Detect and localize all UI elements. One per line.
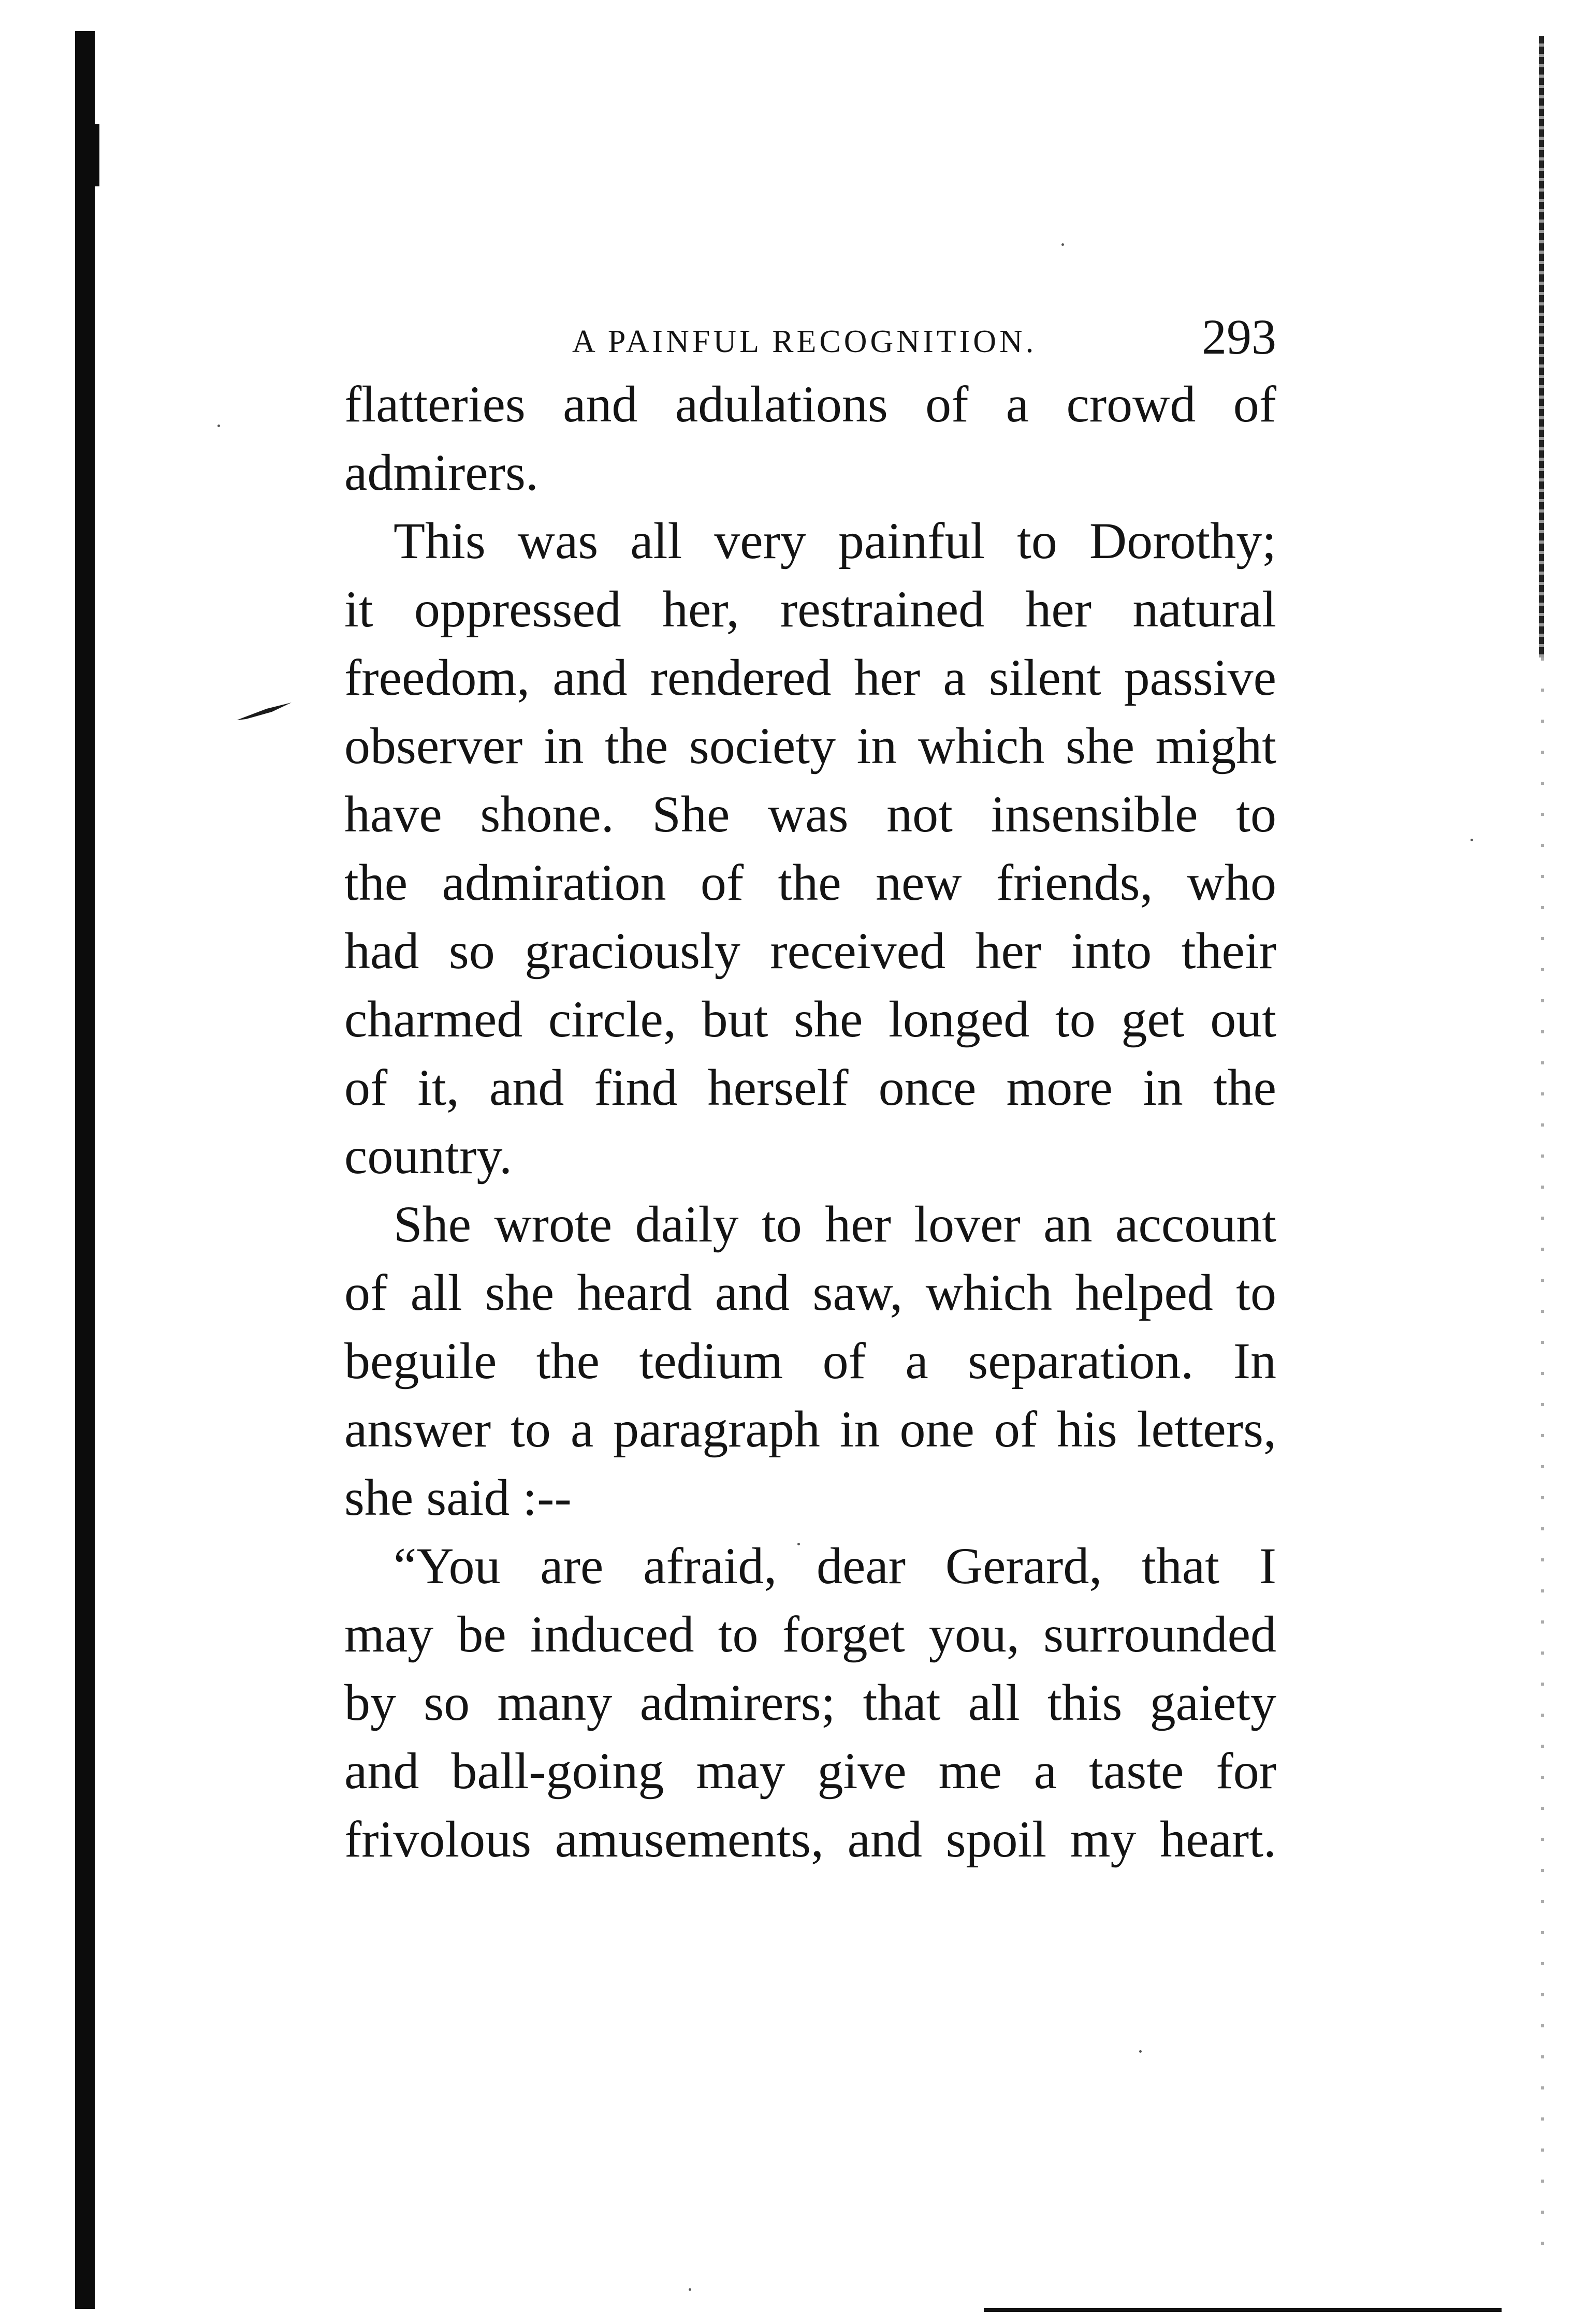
scan-left-binding-notch — [92, 124, 99, 186]
running-head — [344, 303, 1276, 370]
text-line: freedom, and rendered her a silent passive — [344, 649, 1276, 706]
scan-right-page-edge-lower — [1541, 657, 1544, 2262]
speck-6 — [1061, 243, 1064, 246]
text-line: of all she heard and saw, which helped to — [344, 1264, 1276, 1321]
scan-bottom-rule — [984, 2308, 1502, 2312]
text-line: She wrote daily to her lover an account — [394, 1195, 1276, 1253]
text-line: may be induced to forget you, surrounded — [344, 1605, 1276, 1663]
text-line: This was all very painful to Dorothy; — [394, 512, 1276, 569]
text-line: answer to a paragraph in one of his letters, — [344, 1400, 1276, 1458]
text-line: “You are afraid, dear Gerard, that I — [394, 1537, 1276, 1595]
paragraph-4 — [344, 1532, 1276, 1874]
text-line: and ball-going may give me a taste for — [344, 1742, 1276, 1800]
text-line: the admiration of the new friends, who — [344, 854, 1276, 911]
body-text — [344, 370, 1276, 1874]
paragraph-1 — [344, 370, 1276, 507]
paragraph-2 — [344, 507, 1276, 1190]
speck-1 — [217, 425, 220, 427]
text-line: charmed circle, but she longed to get out — [344, 990, 1276, 1048]
scan-right-page-edge — [1539, 36, 1544, 657]
running-head-title: A PAINFUL RECOGNITION. — [572, 324, 1037, 359]
text-line: admirers. — [344, 444, 538, 501]
text-line: country. — [344, 1127, 512, 1185]
text-line: beguile the tedium of a separation. In — [344, 1332, 1276, 1390]
text-line: of it, and find herself once more in the — [344, 1059, 1276, 1116]
book-page — [344, 303, 1276, 1874]
scan-left-binding-edge — [75, 31, 95, 2309]
text-line: had so graciously received her into their — [344, 922, 1276, 980]
text-line: frivolous amusements, and spoil my heart. — [344, 1810, 1276, 1868]
paragraph-3 — [344, 1190, 1276, 1532]
text-line: she said :-- — [344, 1469, 572, 1526]
text-line: observer in the society in which she might — [344, 717, 1276, 774]
text-line: it oppressed her, restrained her natural — [344, 580, 1276, 638]
text-line: have shone. She was not insensible to — [344, 785, 1276, 843]
margin-pencil-mark — [236, 701, 293, 722]
text-line: flatteries and adulations of a crowd of — [344, 375, 1276, 433]
speck-4 — [1139, 2050, 1142, 2053]
speck-5 — [689, 2288, 691, 2291]
speck-2 — [1470, 839, 1473, 841]
text-line: by so many admirers; that all this gaiety — [344, 1674, 1276, 1731]
page-number: 293 — [1202, 309, 1276, 364]
